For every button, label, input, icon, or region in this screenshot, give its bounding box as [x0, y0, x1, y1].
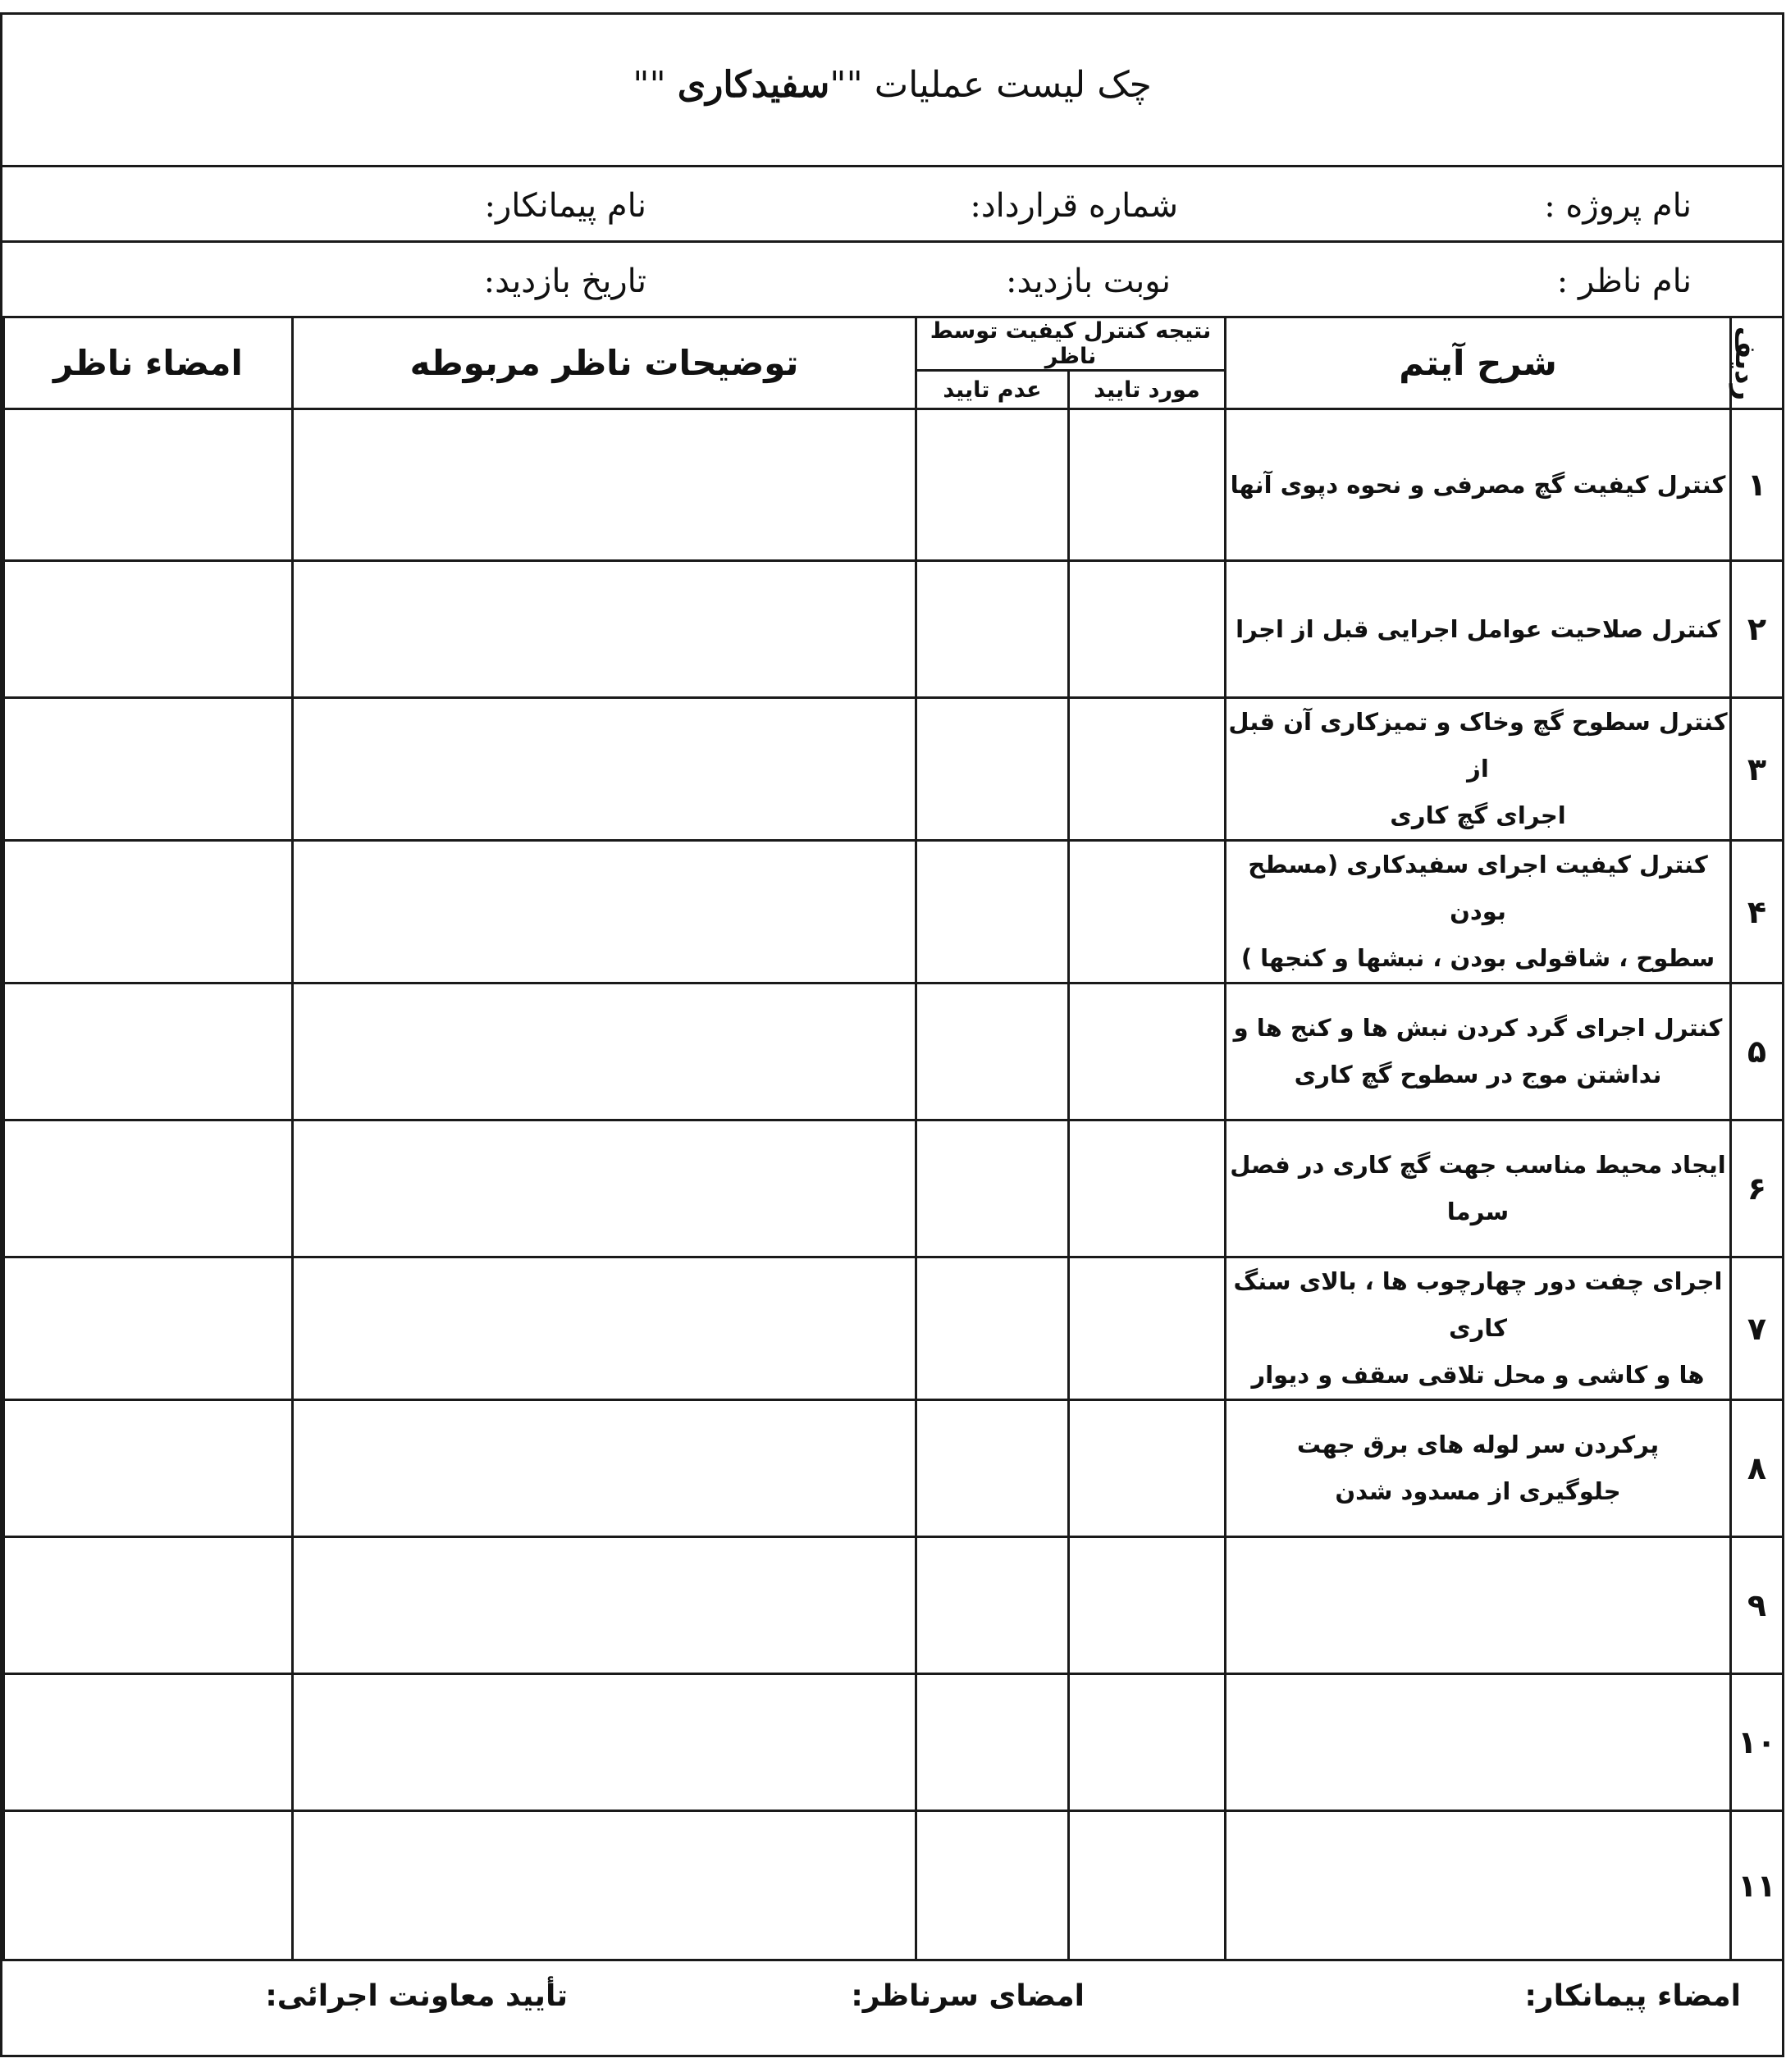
item-description	[1226, 409, 1731, 561]
visit-date-label: تاریخ بازدید:	[483, 262, 646, 300]
row-number: ۶	[1731, 1120, 1784, 1257]
visit-turn-label: نوبت بازدید:	[1006, 262, 1171, 300]
approved-cell[interactable]	[1069, 841, 1226, 984]
item-description	[1226, 561, 1731, 698]
item-line-1: کنترل کیفیت گچ مصرفی و نحوه دپوی آنها	[1230, 470, 1726, 499]
approved-header: مورد تایید	[1069, 371, 1226, 409]
signature-cell[interactable]	[4, 1811, 293, 1960]
approved-cell[interactable]	[1069, 1120, 1226, 1257]
table-row	[4, 1400, 1784, 1537]
table-row	[4, 698, 1784, 841]
approved-cell[interactable]	[1069, 984, 1226, 1120]
item-line-1: ایجاد محیط مناسب جهت گچ کاری در فصل سرما	[1230, 1151, 1726, 1225]
signature-cell[interactable]	[4, 1120, 293, 1257]
not-approved-cell[interactable]	[916, 1120, 1069, 1257]
divider	[2, 165, 1782, 167]
not-approved-cell[interactable]	[916, 1257, 1069, 1400]
table-row	[4, 1120, 1784, 1257]
contract-number-label: شماره قرارداد:	[970, 187, 1178, 225]
item-line-1: کنترل اجرای گرد کردن نبش ها و کنج ها و	[1233, 1014, 1723, 1042]
approved-cell[interactable]	[1069, 698, 1226, 841]
item-description	[1226, 698, 1731, 841]
not-approved-cell[interactable]	[916, 1811, 1069, 1960]
supervisor-name-label: نام ناظر :	[1556, 262, 1692, 300]
comments-cell[interactable]	[293, 698, 916, 841]
item-line-2: اجرای گچ کاری	[1390, 801, 1566, 829]
comments-cell[interactable]	[293, 1257, 916, 1400]
comments-cell[interactable]	[293, 984, 916, 1120]
comments-cell[interactable]	[293, 1811, 916, 1960]
comments-cell[interactable]	[293, 1537, 916, 1674]
signature-cell[interactable]	[4, 984, 293, 1120]
comments-cell[interactable]	[293, 1120, 916, 1257]
qc-result-header: نتیجه کنترل کیفیت توسط ناظر	[916, 317, 1226, 371]
row-number: ۱۰	[1731, 1674, 1784, 1811]
table-row	[4, 409, 1784, 561]
approved-cell[interactable]	[1069, 1257, 1226, 1400]
row-number: ۹	[1731, 1537, 1784, 1674]
table-row	[4, 841, 1784, 984]
not-approved-cell[interactable]	[916, 409, 1069, 561]
approved-cell[interactable]	[1069, 409, 1226, 561]
signature-cell[interactable]	[4, 561, 293, 698]
item-line-1: اجرای چفت دور چهارچوب ها ، بالای سنگ کاری	[1233, 1267, 1723, 1342]
approved-cell[interactable]	[1069, 1537, 1226, 1674]
item-line-1: کنترل کیفیت اجرای سفیدکاری (مسطح بودن	[1248, 851, 1708, 925]
row-number: ۱۱	[1731, 1811, 1784, 1960]
not-approved-cell[interactable]	[916, 1537, 1069, 1674]
row-number: ۳	[1731, 698, 1784, 841]
title-prefix: چک لیست عملیات	[874, 64, 1152, 106]
item-line-1: کنترل سطوح گچ وخاک و تمیزکاری آن قبل از	[1228, 708, 1728, 783]
item-description-header: شرح آیتم	[1226, 317, 1731, 409]
item-description	[1226, 1120, 1731, 1257]
row-number: ۷	[1731, 1257, 1784, 1400]
approved-cell[interactable]	[1069, 561, 1226, 698]
item-description	[1226, 984, 1731, 1120]
approved-cell[interactable]	[1069, 1811, 1226, 1960]
not-approved-cell[interactable]	[916, 561, 1069, 698]
approved-cell[interactable]	[1069, 1400, 1226, 1537]
supervisor-signature-header: امضاء ناظر	[4, 317, 293, 409]
item-description	[1226, 1537, 1731, 1674]
signature-cell[interactable]	[4, 1257, 293, 1400]
not-approved-cell[interactable]	[916, 698, 1069, 841]
contractor-signature-label: امضاء پیمانکار:	[1524, 1979, 1741, 2013]
item-description	[1226, 1674, 1731, 1811]
row-number: ۸	[1731, 1400, 1784, 1537]
item-description	[1226, 841, 1731, 984]
not-approved-cell[interactable]	[916, 841, 1069, 984]
table-row	[4, 1257, 1784, 1400]
page-title	[2, 64, 1782, 106]
title-close-quote: ""	[633, 64, 666, 106]
project-name-label: نام پروژه :	[1544, 187, 1692, 225]
table-row	[4, 1537, 1784, 1674]
row-number: ۱	[1731, 409, 1784, 561]
signature-cell[interactable]	[4, 1537, 293, 1674]
signature-cell[interactable]	[4, 1400, 293, 1537]
comments-cell[interactable]	[293, 841, 916, 984]
title-main: سفیدکاری	[677, 64, 830, 106]
supervisor-comments-header: توضیحات ناظر مربوطه	[293, 317, 916, 409]
approved-cell[interactable]	[1069, 1674, 1226, 1811]
comments-cell[interactable]	[293, 409, 916, 561]
signature-cell[interactable]	[4, 698, 293, 841]
chief-supervisor-signature-label: امضای سرناظر:	[851, 1979, 1085, 2013]
not-approved-cell[interactable]	[916, 1674, 1069, 1811]
checklist-form	[0, 12, 1784, 2057]
row-number: ۵	[1731, 984, 1784, 1120]
item-line-2: سطوح ، شاقولی بودن ، نبشها و کنجها )	[1240, 944, 1715, 972]
table-row	[4, 1674, 1784, 1811]
table-row	[4, 1811, 1784, 1960]
item-line-1: کنترل صلاحیت عوامل اجرایی قبل از اجرا	[1236, 614, 1720, 643]
signature-cell[interactable]	[4, 1674, 293, 1811]
divider	[2, 240, 1782, 243]
item-line-2: جلوگیری از مسدود شدن	[1335, 1477, 1621, 1505]
signature-cell[interactable]	[4, 409, 293, 561]
not-approved-header: عدم تایید	[916, 371, 1069, 409]
table-row	[4, 984, 1784, 1120]
contractor-name-label: نام پیمانکار:	[484, 187, 646, 225]
table-row	[4, 561, 1784, 698]
comments-cell[interactable]	[293, 561, 916, 698]
item-line-2: ها و کاشی و محل تلاقی سقف و دیوار	[1251, 1361, 1705, 1389]
item-description	[1226, 1257, 1731, 1400]
title-open-quote: ""	[829, 64, 863, 106]
row-number-header: ردیف	[1731, 317, 1784, 409]
row-number: ۴	[1731, 841, 1784, 984]
not-approved-cell[interactable]	[916, 1400, 1069, 1537]
signature-cell[interactable]	[4, 841, 293, 984]
deputy-approval-label: تأیید معاونت اجرائی:	[265, 1979, 568, 2013]
comments-cell[interactable]	[293, 1400, 916, 1537]
item-description	[1226, 1400, 1731, 1537]
row-number: ۲	[1731, 561, 1784, 698]
checklist-table	[2, 316, 1784, 1961]
item-line-2: نداشتن موج در سطوح گچ کاری	[1294, 1061, 1662, 1088]
comments-cell[interactable]	[293, 1674, 916, 1811]
not-approved-cell[interactable]	[916, 984, 1069, 1120]
item-line-1: پرکردن سر لوله های برق جهت	[1296, 1431, 1660, 1458]
item-description	[1226, 1811, 1731, 1960]
